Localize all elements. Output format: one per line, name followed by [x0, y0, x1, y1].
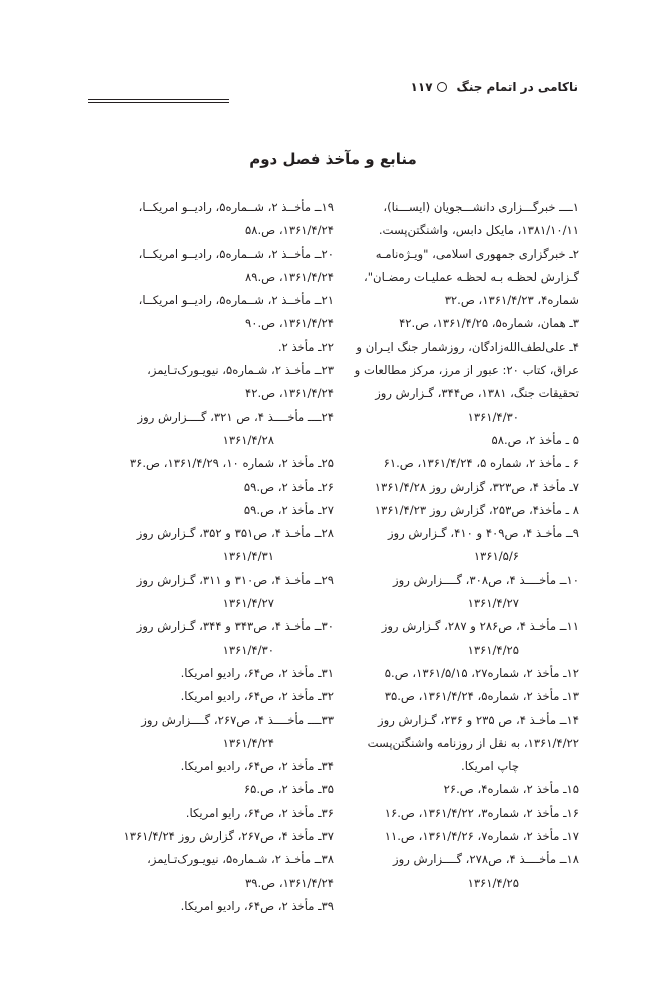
- reference-item: [324, 522, 579, 569]
- header-title: ناکامی در اتمام جنگ: [456, 80, 578, 94]
- reference-item: [79, 802, 334, 825]
- reference-item: [324, 802, 579, 825]
- reference-item: [324, 476, 579, 499]
- reference-line: ۱۳۶۱/۴/۲۴، ص.۸۹: [244, 269, 334, 284]
- reference-line: شماره۴، ۱۳۶۱/۴/۲۳، ص.۳۲: [444, 293, 579, 308]
- page-number: ۱۱۷: [410, 80, 433, 94]
- reference-line: ۱۱ــ مأخـذ ۴، ص۲۸۶ و ۲۸۷، گـزارش روز: [381, 619, 579, 634]
- reference-line: ۵ ـ مأخذ ۲، ص.۵۸: [491, 432, 579, 447]
- reference-item: [324, 569, 579, 616]
- reference-item: [79, 359, 334, 406]
- reference-line: ۲۰ــ مأخــذ ۲، شــماره۵، رادیــو امریکــا،: [138, 246, 334, 261]
- reference-line: ۲۶ـ مأخذ ۲، ص.۵۹: [243, 479, 334, 494]
- reference-item: [79, 569, 334, 616]
- reference-line: ۱۶ـ مأخذ ۲، شماره۳، ۱۳۶۱/۴/۲۲، ص.۱۶: [384, 805, 579, 820]
- reference-item: [79, 825, 334, 848]
- reference-line: گـزارش لحظـه بـه لحظـه عملیـات رمضـان"،: [363, 269, 579, 284]
- reference-line: ۱۳۶۱/۴/۲۷: [222, 596, 274, 611]
- reference-item: [324, 452, 579, 475]
- reference-line: تحقیقات جنگ، ۱۳۸۱، ص۳۴۴، گـزارش روز: [375, 386, 579, 401]
- reference-line: ۱۳۶۱/۴/۳۱: [222, 549, 274, 564]
- reference-item: [79, 452, 334, 475]
- reference-item: [79, 522, 334, 569]
- reference-line: ۲۳ــ مأخـذ ۲، شـماره۵، نیویـورک‌تـایمز،: [147, 363, 334, 378]
- reference-line: ۱۳۶۱/۴/۲۴، ص.۳۹: [244, 875, 334, 890]
- reference-line: ۴ـ علی‌لطف‌الله‌زادگان، روزشمار جنگ ایـران و: [356, 339, 579, 354]
- reference-line: ۳۷ـ مأخذ ۴، ص۲۶۷، گزارش روز ۱۳۶۱/۴/۲۴: [123, 829, 334, 844]
- reference-line: ۲۹ــ مأخـذ ۴، ص۳۱۰ و ۳۱۱، گـزارش روز: [136, 572, 334, 587]
- reference-item: [324, 499, 579, 522]
- reference-line: ۱۳۶۱/۵/۶: [473, 549, 519, 564]
- reference-line: ۹ــ مأخـذ ۴، ص۴۰۹ و ۴۱۰، گـزارش روز: [387, 526, 579, 541]
- reference-item: [324, 662, 579, 685]
- reference-line: ۱۳۶۱/۴/۲۴، ص.۹۰: [244, 316, 334, 331]
- reference-line: ۱۹ــ مأخــذ ۲، شــماره۵، رادیــو امریکــا،: [138, 200, 334, 214]
- reference-line: ۱۳ـ مأخذ ۲، شماره۵، ۱۳۶۱/۴/۲۴، ص.۳۵: [384, 689, 579, 704]
- reference-item: [79, 709, 334, 756]
- reference-item: [79, 662, 334, 685]
- reference-line: ۱۳۶۱/۴/۲۸: [222, 432, 274, 447]
- reference-item: [79, 615, 334, 662]
- reference-item: [79, 336, 334, 359]
- references-column-left: [79, 196, 334, 918]
- reference-item: [324, 685, 579, 708]
- reference-line: ۳۹ـ مأخذ ۲، ص۶۴، رادیو امریکا.: [180, 898, 334, 913]
- reference-line: ۳۶ـ مأخذ ۲، ص۶۴، رایو امریکا.: [185, 805, 334, 820]
- reference-item: [79, 476, 334, 499]
- reference-line: ۱۳۶۱/۴/۲۴، ص.۴۲: [244, 386, 334, 401]
- reference-line: چاپ امریکا.: [461, 759, 519, 774]
- reference-line: ۱ــــ خبرگـــزاری دانشـــجویان (ایســـنا)،: [383, 200, 579, 214]
- reference-line: ۱۳۶۱/۴/۲۵: [467, 875, 519, 890]
- reference-line: ۷ـ مأخذ ۴، ص۳۲۳، گزارش روز ۱۳۶۱/۴/۲۸: [374, 479, 579, 494]
- reference-line: ۱۰ــ مأخــــذ ۴، ص۳۰۸، گــــزارش روز: [393, 572, 579, 587]
- reference-line: ۳۵ـ مأخذ ۲، ص.۶۵: [243, 782, 334, 797]
- reference-line: ۱۷ـ مأخذ ۲، شماره۷، ۱۳۶۱/۴/۲۶، ص.۱۱: [384, 829, 579, 844]
- reference-line: ۳۱ـ مأخذ ۲، ص۶۴، رادیو امریکا.: [180, 665, 334, 680]
- reference-line: ۱۳۶۱/۴/۳۰: [467, 409, 519, 424]
- reference-line: ۲۱ــ مأخــذ ۲، شــماره۵، رادیــو امریکــا،: [138, 293, 334, 308]
- reference-item: [79, 778, 334, 801]
- reference-line: ۸ ـ مأخذ۴، ص۲۵۳، گزارش روز ۱۳۶۱/۴/۲۳: [374, 502, 579, 517]
- reference-line: عراق، کتاب ۲۰: عبور از مرز، مرکز مطالعات و: [354, 363, 579, 378]
- reference-line: ۳ـ همان، شماره۵، ۱۳۶۱/۴/۲۵، ص.۴۲: [399, 316, 579, 331]
- reference-line: ۲۴ــــ مأخــــذ ۴، ص ۳۲۱، گــــزارش روز: [137, 409, 334, 424]
- header-circle-icon: [437, 82, 447, 92]
- reference-item: [324, 312, 579, 335]
- reference-line: ۶ ـ مأخذ ۲، شماره ۵، ۱۳۶۱/۴/۲۴، ص.۶۱: [383, 456, 579, 471]
- reference-line: ۱۸ــ مأخــــذ ۴، ص۲۷۸، گــــزارش روز: [393, 852, 579, 867]
- reference-line: ۲ـ خبرگزاری جمهوری اسلامی، "ویـژه‌نامـه: [375, 246, 579, 261]
- reference-line: ۱۳۶۱/۴/۲۲، به نقل از روزنامه واشنگتن‌پست: [367, 735, 579, 750]
- running-header: [88, 80, 578, 94]
- reference-item: [324, 243, 579, 313]
- reference-line: ۲۷ـ مأخذ ۲، ص.۵۹: [243, 502, 334, 517]
- reference-item: [79, 289, 334, 336]
- reference-item: [79, 499, 334, 522]
- reference-line: ۱۵ـ مأخذ ۲، شماره۴، ص.۲۶: [443, 782, 579, 797]
- reference-item: [79, 848, 334, 895]
- reference-item: [79, 895, 334, 918]
- reference-line: ۳۲ـ مأخذ ۲، ص۶۴، رادیو امریکا.: [180, 689, 334, 704]
- reference-line: ۳۴ـ مأخذ ۲، ص۶۴، رادیو امریکا.: [180, 759, 334, 774]
- reference-item: [324, 709, 579, 779]
- references-column-right: [324, 196, 579, 895]
- reference-item: [324, 848, 579, 895]
- reference-line: ۱۳۶۱/۴/۲۵: [467, 642, 519, 657]
- reference-line: ۲۵ـ مأخذ ۲، شماره ۱۰، ۱۳۶۱/۴/۲۹، ص.۳۶: [129, 456, 334, 471]
- reference-item: [324, 825, 579, 848]
- reference-item: [324, 336, 579, 429]
- header-rule-bottom: [88, 102, 229, 103]
- reference-item: [324, 778, 579, 801]
- section-title: منابع و مآخذ فصل دوم: [249, 150, 417, 168]
- reference-line: ۲۲ـ مأخذ ۲.: [277, 339, 334, 354]
- reference-line: ۱۳۶۱/۴/۲۷: [467, 596, 519, 611]
- reference-item: [324, 196, 579, 243]
- reference-line: ۱۳۶۱/۴/۳۰: [222, 642, 274, 657]
- reference-item: [324, 615, 579, 662]
- reference-item: [79, 196, 334, 243]
- reference-line: ۱۳۸۱/۱۰/۱۱، مایکل دابس، واشنگتن‌پست.: [378, 223, 579, 238]
- reference-line: ۳۰ــ مأخـذ ۴، ص۳۴۳ و ۳۴۴، گـزارش روز: [136, 619, 334, 634]
- reference-item: [79, 755, 334, 778]
- reference-line: ۲۸ــ مأخـذ ۴، ص۳۵۱ و ۳۵۲، گـزارش روز: [136, 526, 334, 541]
- reference-line: ۱۴ــ مأخـذ ۴، ص ۲۳۵ و ۲۳۶، گـزارش روز: [378, 712, 579, 727]
- header-rule-top: [88, 99, 229, 100]
- reference-item: [79, 685, 334, 708]
- reference-line: ۱۳۶۱/۴/۲۴: [222, 735, 274, 750]
- reference-item: [324, 429, 579, 452]
- reference-line: ۱۳۶۱/۴/۲۴، ص.۵۸: [244, 223, 334, 238]
- reference-line: ۳۸ــ مأخـذ ۲، شـماره۵، نیویـورک‌تـایمز،: [147, 852, 334, 867]
- reference-item: [79, 406, 334, 453]
- reference-line: ۳۳ــــ مأخــــذ ۴، ص۲۶۷، گــــزارش روز: [141, 712, 334, 727]
- reference-item: [79, 243, 334, 290]
- reference-line: ۱۲ـ مأخذ ۲، شماره۲۷، ۱۳۶۱/۵/۱۵، ص.۵: [384, 665, 579, 680]
